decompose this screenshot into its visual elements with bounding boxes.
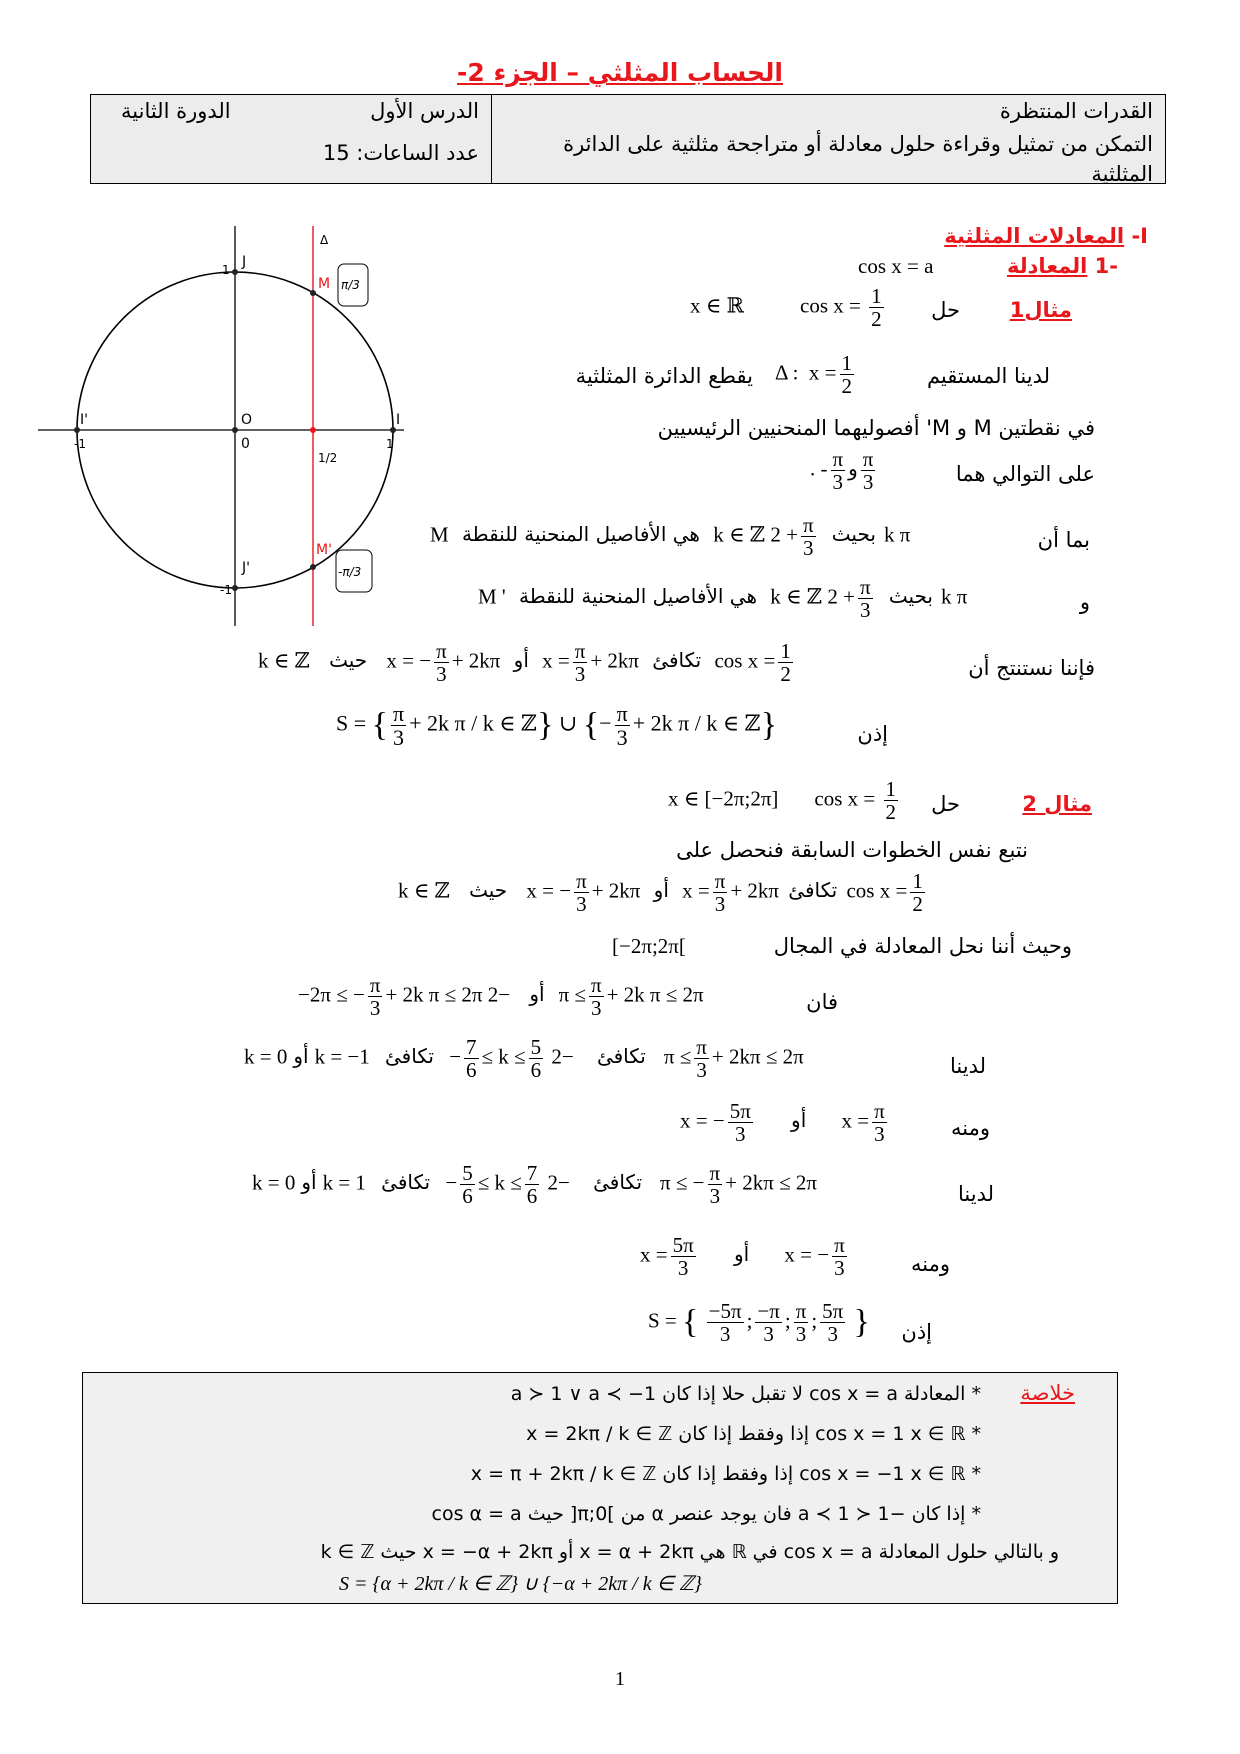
ex2-or: أو [653, 878, 669, 903]
label-mpi3: -π/3 [338, 565, 362, 579]
ex2-hence: ومنه [951, 1116, 990, 1140]
summary-box [82, 1372, 1118, 1604]
point-m [310, 290, 316, 296]
point-half [310, 427, 316, 433]
point-j [232, 269, 238, 275]
ex1-and2: و [1079, 590, 1090, 614]
ex2-line7-math: k = 0 أو k = 1 تكافئ − $\frac{5}{6}$ ≤ k ≤ $\frac{7}{6}$ تكافئ −2π ≤ − $\frac{\pi}{3}$ + 2kπ ≤ 2π [252, 1161, 817, 1209]
sub-1-equation: cos x = a [858, 254, 934, 278]
sub-1-num: -1 [1094, 254, 1118, 278]
lesson-label: الدرس الأول [370, 99, 479, 123]
example-1-label: مثال1 [1009, 298, 1072, 322]
ex1-where-2: بحيث [888, 584, 933, 609]
ex2-line2-math: k ∈ ℤ حيث x = − $\frac{\pi}{3}$ + 2kπ أو x = $\frac{\pi}{3}$ + 2kπ تكافئ cos x = $\frac{1}{2}$ [398, 869, 923, 917]
summary-line-2: * cos x = 1 x ∈ ℝ إذا وفقط إذا كان x = 2kπ / k ∈ ℤ [526, 1423, 981, 1445]
ex2-line5-math: k = 0 أو k = −1 تكافئ − $\frac{7}{6}$ ≤ k ≤ $\frac{5}{6}$ تكافئ −2π ≤ $\frac{\pi}{3}$ + 2kπ ≤ 2π [244, 1035, 804, 1083]
ex2-since-interval: وحيث أننا نحل المعادلة في المجال [773, 934, 1072, 958]
ex2-line4-math: −2π ≤ − $\frac{\pi}{3}$ + 2k π ≤ 2π أو −2π ≤ $\frac{\pi}{3}$ + 2k π ≤ 2π [298, 973, 704, 1021]
label-i: I [396, 412, 401, 428]
ex1-delta-eq: Δ : x = $\frac{1}{2}$ [775, 351, 853, 399]
trig-circle-figure [34, 222, 414, 632]
tick-1-x: 1 [386, 437, 394, 451]
point-j-prime [232, 585, 238, 591]
ex2-hence-2: ومنه [911, 1252, 950, 1276]
tick-1-y: 1 [222, 263, 230, 277]
point-m-prime [310, 564, 316, 570]
ex2-such: حيث [469, 878, 508, 903]
capacities-label: القدرات المنتظرة [999, 99, 1153, 123]
ex1-since: بما أن [1037, 528, 1090, 552]
summary-label: خلاصة [1020, 1381, 1075, 1405]
label-o: O [241, 412, 253, 428]
ex1-equiv: تكافئ [652, 648, 702, 673]
hours-label: عدد الساعات: 15 [322, 141, 479, 165]
ex2-equiv-5: تكافئ [593, 1170, 643, 1195]
page-title: الحساب المثلثي – الجزء 2- [457, 58, 783, 87]
ex1-line5-math: M ' هي الأفاصيل المنحنية للنقطة k ∈ ℤ بحيث $\frac{\pi}{3}$ + 2k π [478, 575, 968, 623]
page-number: 1 [615, 1668, 625, 1690]
example-2-label: مثال 2 [1022, 792, 1092, 816]
ex2-we-have: لدينا [949, 1054, 986, 1078]
label-m: M [318, 276, 331, 292]
label-j-prime: J' [242, 560, 250, 576]
capacities-text: التمكن من تمثيل وقراءة حلول معادلة أو متراجحة مثلثية على الدائرة المثلثية [563, 132, 1153, 186]
ex1-and: و [848, 456, 858, 481]
ex1-abscissas-2: هي الأفاصيل المنحنية للنقطة [518, 584, 757, 609]
ex1-line4-math: M هي الأفاصيل المنحنية للنقطة k ∈ ℤ بحيث $\frac{\pi}{3}$ + 2k π [430, 513, 911, 561]
summary-line-5: و بالتالي حلول المعادلة cos x = a في ℝ هي x = α + 2kπ أو x = −α + 2kπ حيث k ∈ ℤ [320, 1541, 1059, 1563]
ex2-follow: نتبع نفس الخطوات السابقة فنحصل على [676, 838, 1028, 862]
sub-1-heading [1007, 254, 1118, 278]
label-j: J [242, 254, 247, 270]
label-half: 1/2 [318, 451, 338, 465]
ex2-or-2: أو [529, 982, 545, 1007]
ex2-equiv-3: تكافئ [596, 1044, 646, 1069]
ex1-line1-a: لدينا المستقيم [926, 364, 1050, 388]
ex1-line3: على التوالي هما [955, 462, 1095, 486]
ex2-interval: [−2π;2π[ [612, 934, 686, 958]
label-zero: 0 [241, 436, 250, 452]
ex1-line6-math: k ∈ ℤ حيث x = − $\frac{\pi}{3}$ + 2kπ أو x = $\frac{\pi}{3}$ + 2kπ تكافئ cos x = $\frac{1}{2}$ [258, 639, 791, 687]
ex2-line8-math: x = $\frac{5\pi}{3}$ أو x = − $\frac{\pi}{3}$ [640, 1233, 845, 1281]
ex1-such: حيث [329, 648, 368, 673]
ex1-line2: في نقطتين M و M' أفصوليهما المنحنيين الرئيسيين [657, 416, 1095, 440]
ex2-or-6: أو [733, 1242, 750, 1267]
summary-line-4: * إذا كان −1 ≺ a ≺ 1 فان يوجد عنصر α من ]0;π[ حيث cos α = a [431, 1503, 981, 1525]
ex2-solve: حل [931, 792, 960, 816]
ex2-solution-set: S = { $\frac{-5\pi}{3}$ ; $\frac{-\pi}{3}$ ; $\frac{\pi}{3}$ ; $\frac{5\pi}{3}$ } [648, 1299, 870, 1347]
tick-minus1-y: -1 [220, 583, 232, 597]
section-1-heading [944, 224, 1148, 248]
ex1-solve: حل [931, 298, 960, 322]
ex2-we-have-2: لدينا [957, 1182, 994, 1206]
ex2-equiv: تكافئ [788, 878, 838, 903]
ex1-then: إذن [857, 722, 888, 746]
ex2-equiv-2: تكافئ [385, 1044, 434, 1069]
ex2-so: فان [806, 990, 838, 1014]
ex1-solution-set: S = { $\frac{\pi}{3}$ + 2k π / k ∈ ℤ} ∪ {− $\frac{\pi}{3}$ + 2k π / k ∈ ℤ} [336, 701, 778, 751]
label-delta: Δ [320, 233, 329, 247]
ex1-equation: x ∈ ℝ cos x = $\frac{1}{2}$ [690, 284, 882, 332]
section-1-num: I- [1131, 224, 1148, 248]
ex2-or-3: أو [293, 1044, 309, 1069]
section-1-title: المعادلات المثلثية [944, 224, 1125, 248]
ex1-line3-math: . - $\frac{\pi}{3}$ و $\frac{\pi}{3}$ [810, 447, 874, 495]
ex1-where: بحيث [831, 522, 876, 547]
label-m-prime: M' [316, 542, 332, 558]
ex2-or-4: أو [791, 1108, 807, 1133]
ex1-line1-b: يقطع الدائرة المثلثية [575, 364, 753, 388]
ex2-equation: x ∈ [−2π;2π] cos x = $\frac{1}{2}$ [668, 777, 897, 825]
point-o [232, 427, 238, 433]
summary-line-6: S = {α + 2kπ / k ∈ ℤ} ∪ {−α + 2kπ / k ∈ ℤ} [339, 1573, 702, 1595]
ex2-equiv-4: تكافئ [381, 1170, 431, 1195]
ex1-conclude: فإننا نستنتج أن [968, 656, 1095, 680]
label-i-prime: I' [80, 412, 88, 428]
ex2-or-5: أو [301, 1170, 317, 1195]
semester-label: الدورة الثانية [121, 99, 231, 123]
ex2-then: إذن [901, 1320, 932, 1344]
sub-1-title: المعادلة [1007, 254, 1088, 278]
ex1-abscissas: هي الأفاصيل المنحنية للنقطة [461, 522, 700, 547]
ex2-line6-math: x = − $\frac{5\pi}{3}$ أو x = $\frac{\pi}{3}$ [680, 1099, 885, 1147]
ex1-or: أو [513, 648, 529, 673]
label-pi3: π/3 [341, 278, 360, 292]
summary-line-1: * المعادلة cos x = a لا تقبل حلا إذا كان a ≻ 1 ∨ a ≺ −1 [510, 1383, 981, 1405]
summary-line-3: * cos x = −1 x ∈ ℝ إذا وفقط إذا كان x = π + 2kπ / k ∈ ℤ [470, 1463, 981, 1485]
tick-minus1-x: -1 [74, 437, 86, 451]
header-table [90, 94, 1166, 184]
header-left-cell [91, 95, 492, 183]
